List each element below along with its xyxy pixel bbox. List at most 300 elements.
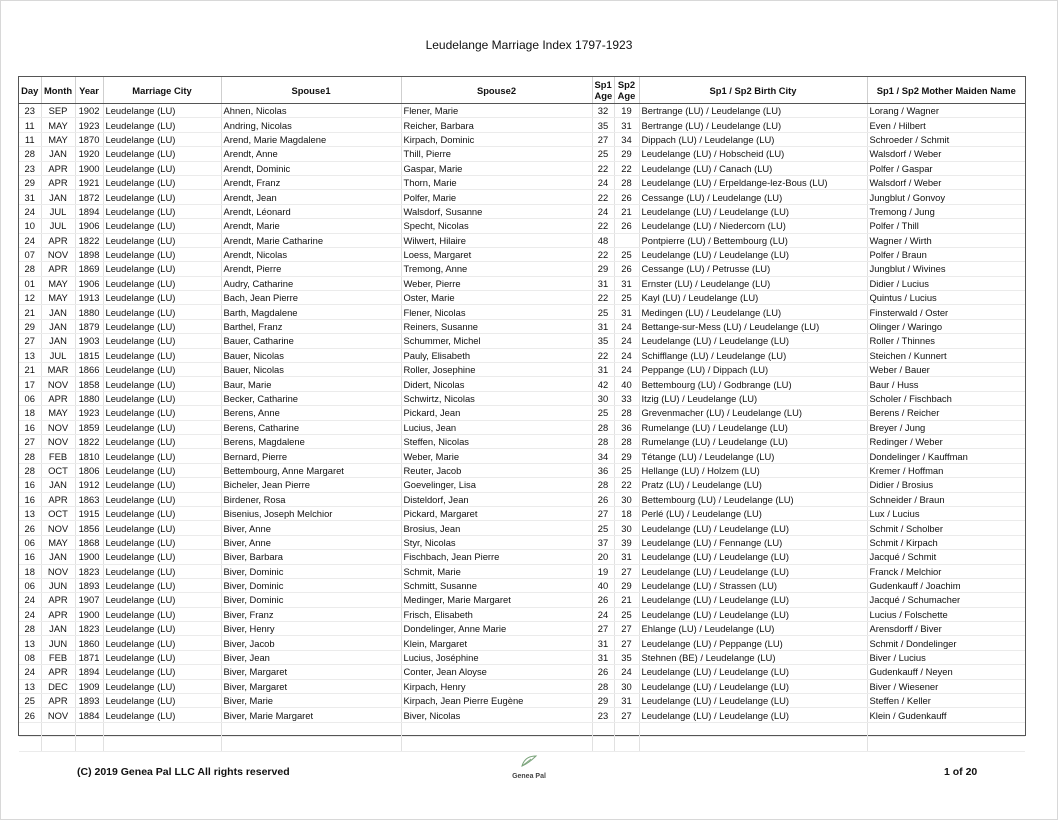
cell-marriage-city: Leudelange (LU) [103, 291, 221, 305]
header-birth-city: Sp1 / Sp2 Birth City [639, 77, 867, 104]
cell-mother-maiden-name: Schmit / Scholber [867, 521, 1025, 535]
cell-sp1-age: 32 [592, 104, 614, 118]
cell-spouse1: Becker, Catharine [221, 391, 401, 405]
cell-month: SEP [41, 104, 75, 118]
cell-day: 13 [19, 506, 41, 520]
cell-year: 1822 [75, 434, 103, 448]
cell-birth-city: Bertrange (LU) / Leudelange (LU) [639, 104, 867, 118]
cell-sp2-age: 31 [614, 276, 639, 290]
cell-spouse1: Biver, Margaret [221, 679, 401, 693]
cell-month: MAY [41, 406, 75, 420]
cell-month: JAN [41, 190, 75, 204]
header-spouse2: Spouse2 [401, 77, 592, 104]
cell-sp2-age: 19 [614, 104, 639, 118]
cell-month: MAY [41, 276, 75, 290]
header-year: Year [75, 77, 103, 104]
cell-year: 1869 [75, 262, 103, 276]
cell-year: 1806 [75, 463, 103, 477]
header-marriage-city: Marriage City [103, 77, 221, 104]
cell-spouse1: Arendt, Jean [221, 190, 401, 204]
cell-birth-city: Leudelange (LU) / Peppange (LU) [639, 636, 867, 650]
cell-marriage-city: Leudelange (LU) [103, 650, 221, 664]
cell-sp1-age: 20 [592, 550, 614, 564]
cell-spouse1: Bicheler, Jean Pierre [221, 478, 401, 492]
cell-sp1-age: 31 [592, 319, 614, 333]
cell-sp1-age: 23 [592, 708, 614, 722]
cell-spouse2: Weber, Pierre [401, 276, 592, 290]
cell-sp1-age: 25 [592, 521, 614, 535]
cell-month: APR [41, 694, 75, 708]
cell-sp2-age: 30 [614, 492, 639, 506]
header-month: Month [41, 77, 75, 104]
cell-day: 18 [19, 564, 41, 578]
cell-spouse2: Schwirtz, Nicolas [401, 391, 592, 405]
cell-sp1-age: 22 [592, 161, 614, 175]
cell-month: APR [41, 492, 75, 506]
cell-spouse1: Barthel, Franz [221, 319, 401, 333]
cell-sp1-age: 31 [592, 636, 614, 650]
cell-mother-maiden-name: Walsdorf / Weber [867, 175, 1025, 189]
cell-spouse1: Biver, Marie [221, 694, 401, 708]
table-body [19, 104, 1025, 752]
cell-birth-city: Leudelange (LU) / Leudelange (LU) [639, 204, 867, 218]
cell-spouse1: Bauer, Nicolas [221, 348, 401, 362]
cell-spouse2: Kirpach, Jean Pierre Eugène [401, 694, 592, 708]
cell-birth-city: Pratz (LU) / Leudelange (LU) [639, 478, 867, 492]
cell-month: NOV [41, 377, 75, 391]
cell-month: NOV [41, 564, 75, 578]
cell-month: APR [41, 175, 75, 189]
cell-sp1-age: 25 [592, 147, 614, 161]
cell-sp2-age: 22 [614, 478, 639, 492]
table-row [19, 175, 1025, 189]
cell-mother-maiden-name: Lucius / Folschette [867, 607, 1025, 621]
cell-month: NOV [41, 708, 75, 722]
header-spouse1: Spouse1 [221, 77, 401, 104]
table-row [19, 391, 1025, 405]
cell-birth-city: Leudelange (LU) / Leudelange (LU) [639, 694, 867, 708]
cell-mother-maiden-name: Baur / Huss [867, 377, 1025, 391]
cell-sp2-age: 34 [614, 132, 639, 146]
empty-table-row [19, 722, 1025, 736]
cell-sp1-age: 28 [592, 434, 614, 448]
cell-month: FEB [41, 449, 75, 463]
cell-marriage-city: Leudelange (LU) [103, 219, 221, 233]
cell-birth-city: Leudelange (LU) / Fennange (LU) [639, 535, 867, 549]
cell-marriage-city: Leudelange (LU) [103, 132, 221, 146]
cell-spouse2: Kirpach, Henry [401, 679, 592, 693]
cell-sp1-age: 22 [592, 219, 614, 233]
cell-marriage-city: Leudelange (LU) [103, 247, 221, 261]
cell-sp2-age: 26 [614, 262, 639, 276]
cell-sp2-age: 26 [614, 190, 639, 204]
cell-spouse2: Lucius, Jean [401, 420, 592, 434]
table-row [19, 247, 1025, 261]
table-row [19, 104, 1025, 118]
cell-marriage-city: Leudelange (LU) [103, 434, 221, 448]
table-row [19, 334, 1025, 348]
empty-cell [614, 722, 639, 736]
cell-birth-city: Leudelange (LU) / Leudelange (LU) [639, 521, 867, 535]
table-row [19, 636, 1025, 650]
cell-month: JUN [41, 636, 75, 650]
cell-sp2-age: 36 [614, 420, 639, 434]
cell-spouse1: Audry, Catharine [221, 276, 401, 290]
cell-year: 1913 [75, 291, 103, 305]
cell-mother-maiden-name: Biver / Wiesener [867, 679, 1025, 693]
cell-year: 1902 [75, 104, 103, 118]
cell-month: APR [41, 391, 75, 405]
cell-spouse1: Bernard, Pierre [221, 449, 401, 463]
cell-sp1-age: 28 [592, 420, 614, 434]
table-row [19, 449, 1025, 463]
cell-year: 1923 [75, 406, 103, 420]
cell-day: 29 [19, 175, 41, 189]
cell-spouse2: Disteldorf, Jean [401, 492, 592, 506]
cell-day: 24 [19, 665, 41, 679]
cell-sp1-age: 24 [592, 607, 614, 621]
cell-spouse1: Arendt, Nicolas [221, 247, 401, 261]
cell-day: 18 [19, 406, 41, 420]
cell-day: 06 [19, 391, 41, 405]
cell-day: 28 [19, 463, 41, 477]
cell-month: JUL [41, 348, 75, 362]
cell-birth-city: Pontpierre (LU) / Bettembourg (LU) [639, 233, 867, 247]
cell-marriage-city: Leudelange (LU) [103, 449, 221, 463]
cell-marriage-city: Leudelange (LU) [103, 506, 221, 520]
cell-day: 24 [19, 204, 41, 218]
cell-sp2-age: 30 [614, 679, 639, 693]
cell-spouse1: Biver, Jacob [221, 636, 401, 650]
cell-year: 1860 [75, 636, 103, 650]
cell-marriage-city: Leudelange (LU) [103, 564, 221, 578]
cell-spouse1: Biver, Jean [221, 650, 401, 664]
cell-sp2-age: 33 [614, 391, 639, 405]
cell-birth-city: Leudelange (LU) / Leudelange (LU) [639, 247, 867, 261]
cell-marriage-city: Leudelange (LU) [103, 161, 221, 175]
header-sp2-age-line2: Age [617, 90, 636, 101]
cell-spouse2: Flener, Nicolas [401, 305, 592, 319]
cell-marriage-city: Leudelange (LU) [103, 406, 221, 420]
cell-sp2-age: 27 [614, 636, 639, 650]
cell-sp2-age: 26 [614, 219, 639, 233]
empty-cell [639, 722, 867, 736]
header-mother-maiden-name: Sp1 / Sp2 Mother Maiden Name [867, 77, 1025, 104]
cell-month: DEC [41, 679, 75, 693]
table-row [19, 593, 1025, 607]
table-row [19, 305, 1025, 319]
cell-spouse2: Reicher, Barbara [401, 118, 592, 132]
cell-sp2-age: 29 [614, 449, 639, 463]
cell-day: 28 [19, 622, 41, 636]
table-row [19, 161, 1025, 175]
cell-marriage-city: Leudelange (LU) [103, 377, 221, 391]
cell-month: JUL [41, 204, 75, 218]
cell-year: 1900 [75, 550, 103, 564]
cell-mother-maiden-name: Jacqué / Schmit [867, 550, 1025, 564]
empty-cell [867, 737, 1025, 751]
cell-marriage-city: Leudelange (LU) [103, 665, 221, 679]
cell-sp1-age: 24 [592, 204, 614, 218]
cell-day: 28 [19, 147, 41, 161]
table-row [19, 463, 1025, 477]
cell-spouse1: Biver, Dominic [221, 578, 401, 592]
cell-spouse2: Walsdorf, Susanne [401, 204, 592, 218]
cell-day: 06 [19, 535, 41, 549]
cell-marriage-city: Leudelange (LU) [103, 607, 221, 621]
cell-sp2-age: 28 [614, 406, 639, 420]
cell-month: APR [41, 593, 75, 607]
cell-sp1-age: 42 [592, 377, 614, 391]
cell-mother-maiden-name: Walsdorf / Weber [867, 147, 1025, 161]
header-sp2-age-line1: Sp2 [617, 79, 636, 90]
header-sp2-age [614, 77, 639, 104]
cell-sp1-age: 29 [592, 694, 614, 708]
cell-birth-city: Rumelange (LU) / Leudelange (LU) [639, 420, 867, 434]
empty-cell [614, 737, 639, 751]
cell-spouse2: Weber, Marie [401, 449, 592, 463]
cell-year: 1810 [75, 449, 103, 463]
cell-spouse1: Biver, Anne [221, 521, 401, 535]
empty-cell [592, 737, 614, 751]
cell-year: 1894 [75, 204, 103, 218]
cell-sp1-age: 28 [592, 679, 614, 693]
cell-spouse2: Brosius, Jean [401, 521, 592, 535]
table-row [19, 363, 1025, 377]
cell-month: OCT [41, 463, 75, 477]
cell-marriage-city: Leudelange (LU) [103, 233, 221, 247]
page-number: 1 of 20 [944, 766, 978, 778]
empty-cell [592, 722, 614, 736]
cell-day: 26 [19, 521, 41, 535]
cell-year: 1900 [75, 607, 103, 621]
cell-sp2-age: 27 [614, 708, 639, 722]
cell-year: 1823 [75, 622, 103, 636]
cell-mother-maiden-name: Roller / Thinnes [867, 334, 1025, 348]
cell-sp2-age: 22 [614, 161, 639, 175]
cell-sp1-age: 36 [592, 463, 614, 477]
cell-marriage-city: Leudelange (LU) [103, 578, 221, 592]
cell-sp2-age: 21 [614, 204, 639, 218]
cell-sp1-age: 25 [592, 305, 614, 319]
cell-sp1-age: 27 [592, 506, 614, 520]
cell-sp2-age: 25 [614, 291, 639, 305]
cell-marriage-city: Leudelange (LU) [103, 147, 221, 161]
cell-mother-maiden-name: Jacqué / Schumacher [867, 593, 1025, 607]
empty-cell [401, 722, 592, 736]
cell-mother-maiden-name: Polfer / Gaspar [867, 161, 1025, 175]
cell-marriage-city: Leudelange (LU) [103, 262, 221, 276]
cell-marriage-city: Leudelange (LU) [103, 319, 221, 333]
cell-marriage-city: Leudelange (LU) [103, 463, 221, 477]
cell-birth-city: Dippach (LU) / Leudelange (LU) [639, 132, 867, 146]
cell-month: MAY [41, 118, 75, 132]
cell-spouse1: Arendt, Léonard [221, 204, 401, 218]
cell-mother-maiden-name: Didier / Brosius [867, 478, 1025, 492]
cell-year: 1907 [75, 593, 103, 607]
header-sp1-age-line1: Sp1 [594, 79, 612, 90]
cell-spouse1: Biver, Henry [221, 622, 401, 636]
cell-day: 10 [19, 219, 41, 233]
cell-birth-city: Tétange (LU) / Leudelange (LU) [639, 449, 867, 463]
cell-mother-maiden-name: Lux / Lucius [867, 506, 1025, 520]
cell-spouse1: Biver, Dominic [221, 593, 401, 607]
cell-day: 16 [19, 420, 41, 434]
cell-sp2-age: 21 [614, 593, 639, 607]
cell-spouse1: Berens, Catharine [221, 420, 401, 434]
cell-sp1-age: 26 [592, 665, 614, 679]
cell-spouse2: Flener, Marie [401, 104, 592, 118]
cell-spouse2: Klein, Margaret [401, 636, 592, 650]
cell-spouse2: Oster, Marie [401, 291, 592, 305]
cell-year: 1903 [75, 334, 103, 348]
cell-mother-maiden-name: Jungblut / Gonvoy [867, 190, 1025, 204]
cell-spouse1: Arend, Marie Magdalene [221, 132, 401, 146]
cell-marriage-city: Leudelange (LU) [103, 636, 221, 650]
cell-month: JAN [41, 622, 75, 636]
cell-mother-maiden-name: Didier / Lucius [867, 276, 1025, 290]
table-row [19, 607, 1025, 621]
cell-sp2-age: 31 [614, 305, 639, 319]
cell-year: 1915 [75, 506, 103, 520]
cell-day: 27 [19, 334, 41, 348]
cell-spouse2: Fischbach, Jean Pierre [401, 550, 592, 564]
cell-year: 1879 [75, 319, 103, 333]
cell-sp1-age: 37 [592, 535, 614, 549]
table-row [19, 506, 1025, 520]
cell-spouse2: Loess, Margaret [401, 247, 592, 261]
cell-month: JAN [41, 334, 75, 348]
cell-day: 21 [19, 305, 41, 319]
cell-mother-maiden-name: Gudenkauff / Joachim [867, 578, 1025, 592]
cell-spouse2: Schmitt, Susanne [401, 578, 592, 592]
cell-mother-maiden-name: Steichen / Kunnert [867, 348, 1025, 362]
table-row [19, 492, 1025, 506]
cell-sp2-age: 39 [614, 535, 639, 549]
cell-sp1-age: 31 [592, 363, 614, 377]
cell-month: JAN [41, 305, 75, 319]
cell-spouse2: Reuter, Jacob [401, 463, 592, 477]
cell-mother-maiden-name: Olinger / Waringo [867, 319, 1025, 333]
cell-spouse2: Goevelinger, Lisa [401, 478, 592, 492]
cell-marriage-city: Leudelange (LU) [103, 694, 221, 708]
marriage-table-container [18, 76, 1026, 736]
cell-spouse2: Styr, Nicolas [401, 535, 592, 549]
cell-marriage-city: Leudelange (LU) [103, 104, 221, 118]
table-row [19, 233, 1025, 247]
cell-year: 1906 [75, 276, 103, 290]
cell-sp2-age: 18 [614, 506, 639, 520]
cell-month: NOV [41, 521, 75, 535]
empty-cell [221, 737, 401, 751]
cell-mother-maiden-name: Lorang / Wagner [867, 104, 1025, 118]
cell-marriage-city: Leudelange (LU) [103, 118, 221, 132]
cell-month: NOV [41, 247, 75, 261]
cell-spouse2: Tremong, Anne [401, 262, 592, 276]
cell-spouse1: Andring, Nicolas [221, 118, 401, 132]
cell-year: 1815 [75, 348, 103, 362]
cell-mother-maiden-name: Arensdorff / Biver [867, 622, 1025, 636]
cell-mother-maiden-name: Berens / Reicher [867, 406, 1025, 420]
cell-year: 1921 [75, 175, 103, 189]
cell-birth-city: Leudelange (LU) / Leudelange (LU) [639, 564, 867, 578]
cell-marriage-city: Leudelange (LU) [103, 204, 221, 218]
cell-year: 1893 [75, 578, 103, 592]
cell-birth-city: Stehnen (BE) / Leudelange (LU) [639, 650, 867, 664]
cell-birth-city: Itzig (LU) / Leudelange (LU) [639, 391, 867, 405]
cell-day: 16 [19, 550, 41, 564]
cell-month: JAN [41, 478, 75, 492]
cell-sp1-age: 40 [592, 578, 614, 592]
cell-month: APR [41, 233, 75, 247]
cell-birth-city: Grevenmacher (LU) / Leudelange (LU) [639, 406, 867, 420]
header-day: Day [19, 77, 41, 104]
cell-spouse2: Specht, Nicolas [401, 219, 592, 233]
cell-sp1-age: 28 [592, 478, 614, 492]
table-row [19, 348, 1025, 362]
cell-birth-city: Leudelange (LU) / Leudelange (LU) [639, 550, 867, 564]
cell-month: NOV [41, 434, 75, 448]
cell-day: 11 [19, 132, 41, 146]
empty-cell [103, 737, 221, 751]
cell-month: APR [41, 262, 75, 276]
cell-spouse2: Polfer, Marie [401, 190, 592, 204]
cell-year: 1923 [75, 118, 103, 132]
cell-birth-city: Leudelange (LU) / Canach (LU) [639, 161, 867, 175]
cell-year: 1880 [75, 305, 103, 319]
cell-spouse1: Bach, Jean Pierre [221, 291, 401, 305]
cell-marriage-city: Leudelange (LU) [103, 535, 221, 549]
cell-sp2-age: 29 [614, 578, 639, 592]
cell-sp2-age: 30 [614, 521, 639, 535]
cell-sp2-age: 27 [614, 564, 639, 578]
table-row [19, 665, 1025, 679]
cell-day: 11 [19, 118, 41, 132]
table-row [19, 319, 1025, 333]
cell-sp1-age: 19 [592, 564, 614, 578]
cell-sp1-age: 22 [592, 247, 614, 261]
cell-birth-city: Perlé (LU) / Leudelange (LU) [639, 506, 867, 520]
cell-day: 24 [19, 593, 41, 607]
cell-day: 06 [19, 578, 41, 592]
cell-marriage-city: Leudelange (LU) [103, 521, 221, 535]
cell-mother-maiden-name: Even / Hilbert [867, 118, 1025, 132]
cell-spouse2: Schmit, Marie [401, 564, 592, 578]
cell-sp2-age: 29 [614, 147, 639, 161]
cell-mother-maiden-name: Redinger / Weber [867, 434, 1025, 448]
cell-sp1-age: 29 [592, 262, 614, 276]
empty-cell [41, 722, 75, 736]
table-row [19, 550, 1025, 564]
cell-spouse1: Bettembourg, Anne Margaret [221, 463, 401, 477]
cell-month: MAY [41, 132, 75, 146]
cell-day: 12 [19, 291, 41, 305]
cell-mother-maiden-name: Weber / Bauer [867, 363, 1025, 377]
table-row [19, 291, 1025, 305]
cell-birth-city: Ernster (LU) / Leudelange (LU) [639, 276, 867, 290]
cell-spouse1: Arendt, Pierre [221, 262, 401, 276]
cell-year: 1920 [75, 147, 103, 161]
table-row [19, 219, 1025, 233]
table-row [19, 377, 1025, 391]
cell-spouse2: Reiners, Susanne [401, 319, 592, 333]
cell-year: 1823 [75, 564, 103, 578]
empty-cell [75, 722, 103, 736]
cell-sp2-age: 31 [614, 694, 639, 708]
cell-sp2-age: 24 [614, 319, 639, 333]
cell-birth-city: Medingen (LU) / Leudelange (LU) [639, 305, 867, 319]
cell-birth-city: Cessange (LU) / Leudelange (LU) [639, 190, 867, 204]
